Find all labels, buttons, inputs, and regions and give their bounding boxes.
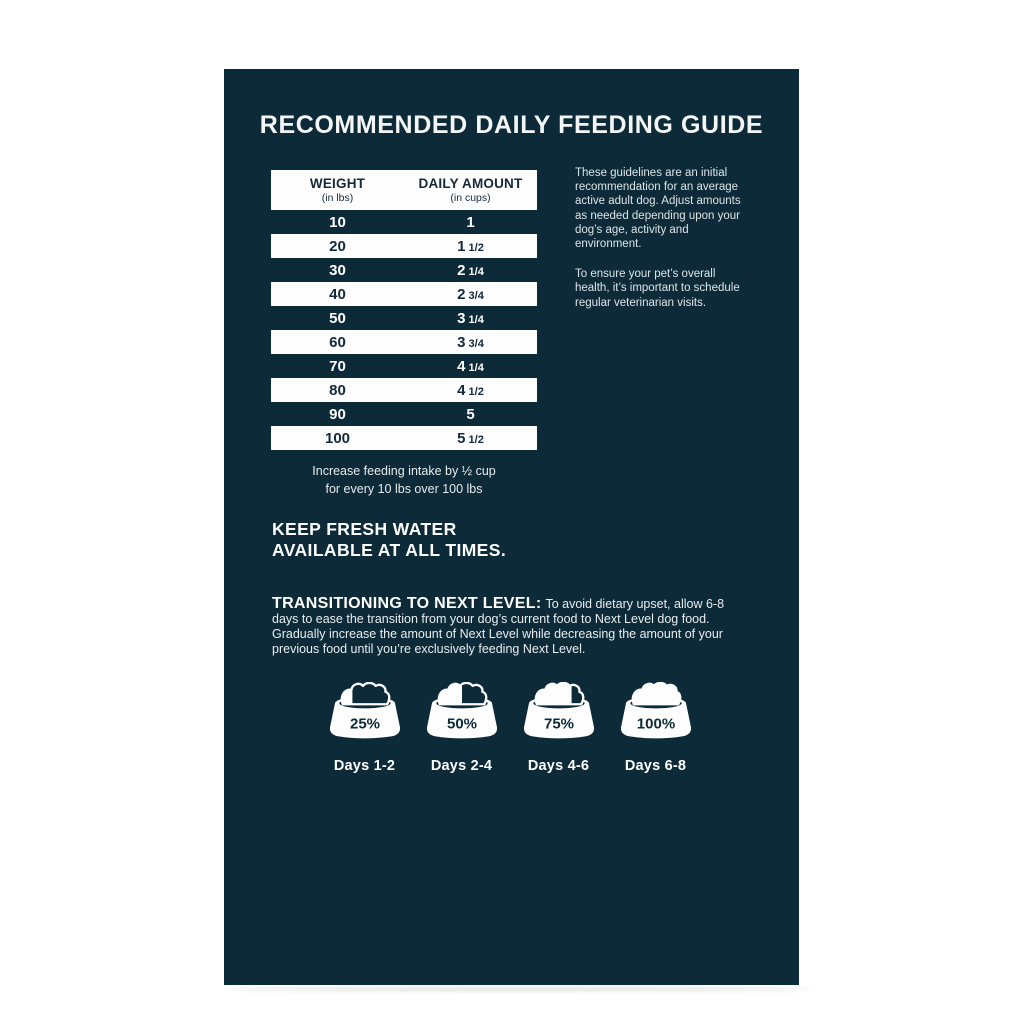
- table-row: [271, 330, 537, 354]
- feeding-table-body: [271, 210, 537, 450]
- weight-cell: 100: [324, 429, 351, 447]
- table-row: [271, 210, 537, 234]
- amount-cell: [404, 406, 537, 423]
- fresh-water-line-2: AVAILABLE AT ALL TIMES.: [272, 539, 507, 560]
- feeding-table: [271, 170, 537, 450]
- amount-cell: [404, 382, 537, 399]
- amount-fraction: 3/4: [468, 289, 484, 302]
- weight-cell: 20: [329, 237, 346, 255]
- amount-cell: [404, 310, 537, 327]
- panel-shadow: [228, 987, 810, 991]
- weight-cell: 30: [329, 261, 346, 279]
- bowl-step: [510, 682, 607, 774]
- weight-cell: 90: [329, 405, 346, 423]
- weight-column-unit: (in lbs): [321, 192, 354, 204]
- amount-fraction: 1/2: [468, 241, 484, 254]
- footnote-line-1: Increase feeding intake by ½ cup: [312, 464, 496, 478]
- amount-column-header: [404, 176, 537, 204]
- dog-bowl-75-percent-icon: [520, 682, 598, 742]
- table-row: [271, 306, 537, 330]
- guidelines-paragraph-1: These guidelines are an initial recommendation for an average active adult dog. Adjust amounts as needed depending upon your dog’s age, activity and environment.: [575, 167, 741, 251]
- amount-cell: [404, 214, 537, 231]
- transition-body: To avoid dietary upset, allow 6-8 days to ease the transition from your dog’s current food to Next Level dog food. Gradually increase the amount of Next Level while decreasing the amount of your previous food until you’re exclusively feeding Next Level.: [272, 597, 725, 656]
- table-row: [271, 234, 537, 258]
- table-row: [271, 402, 537, 426]
- table-row: [271, 378, 537, 402]
- bowl-step: [607, 682, 704, 774]
- transition-schedule: [316, 682, 704, 774]
- amount-cell: [404, 286, 537, 303]
- amount-cell: [404, 430, 537, 447]
- amount-whole: 4: [457, 381, 466, 399]
- amount-cell: [404, 262, 537, 279]
- weight-cell: 60: [329, 333, 346, 351]
- weight-cell: 40: [329, 285, 346, 303]
- bowl-days-label: Days 6-8: [624, 758, 687, 774]
- amount-whole: 1: [466, 213, 475, 231]
- weight-cell: 50: [329, 309, 346, 327]
- footnote-line-2: for every 10 lbs over 100 lbs: [325, 482, 483, 496]
- amount-fraction: 1/2: [468, 385, 484, 398]
- amount-fraction: 1/2: [468, 433, 484, 446]
- dog-bowl-50-percent-icon: [423, 682, 501, 742]
- table-row: [271, 354, 537, 378]
- amount-cell: [404, 358, 537, 375]
- bowl-days-label: Days 1-2: [333, 758, 396, 774]
- bowl-step: [316, 682, 413, 774]
- fresh-water-line-1: KEEP FRESH WATER: [272, 519, 457, 539]
- amount-whole: 4: [457, 357, 466, 375]
- amount-cell: [404, 238, 537, 255]
- amount-whole: 2: [457, 261, 466, 279]
- guidelines-paragraph-2: To ensure your pet’s overall health, it’s important to schedule regular veterinarian visits.: [575, 268, 740, 309]
- guidelines-note: [575, 166, 753, 326]
- page-title: RECOMMENDED DAILY FEEDING GUIDE: [259, 111, 764, 139]
- feeding-table-header: [271, 170, 537, 210]
- amount-whole: 3: [457, 333, 466, 351]
- weight-column-label: WEIGHT: [309, 176, 366, 191]
- transition-paragraph: [272, 596, 750, 657]
- amount-column-unit: (in cups): [450, 192, 491, 204]
- weight-column-header: [271, 176, 404, 204]
- amount-whole: 5: [457, 429, 466, 447]
- table-footnote: [271, 462, 537, 498]
- bowl-days-label: Days 4-6: [527, 758, 590, 774]
- bowl-days-label: Days 2-4: [430, 758, 493, 774]
- transition-heading: TRANSITIONING TO NEXT LEVEL:: [272, 595, 542, 612]
- dog-bowl-100-percent-icon: [617, 682, 695, 742]
- amount-fraction: 1/4: [468, 361, 484, 374]
- weight-cell: 70: [329, 357, 346, 375]
- bowl-percent-label: 100%: [636, 715, 675, 733]
- bowl-percent-label: 50%: [446, 715, 477, 733]
- bowl-percent-label: 75%: [543, 715, 574, 733]
- feeding-guide-panel: [224, 69, 799, 985]
- weight-cell: 80: [329, 381, 346, 399]
- amount-cell: [404, 334, 537, 351]
- fresh-water-heading: [272, 519, 506, 560]
- amount-whole: 2: [457, 285, 466, 303]
- bowl-percent-label: 25%: [349, 715, 380, 733]
- weight-cell: 10: [329, 213, 346, 231]
- dog-bowl-25-percent-icon: [326, 682, 404, 742]
- amount-fraction: 1/4: [468, 265, 484, 278]
- amount-column-label: DAILY AMOUNT: [418, 176, 523, 191]
- amount-fraction: 3/4: [468, 337, 484, 350]
- amount-whole: 5: [466, 405, 475, 423]
- amount-whole: 1: [457, 237, 466, 255]
- amount-fraction: 1/4: [468, 313, 484, 326]
- table-row: [271, 426, 537, 450]
- bowl-step: [413, 682, 510, 774]
- amount-whole: 3: [457, 309, 466, 327]
- table-row: [271, 258, 537, 282]
- table-row: [271, 282, 537, 306]
